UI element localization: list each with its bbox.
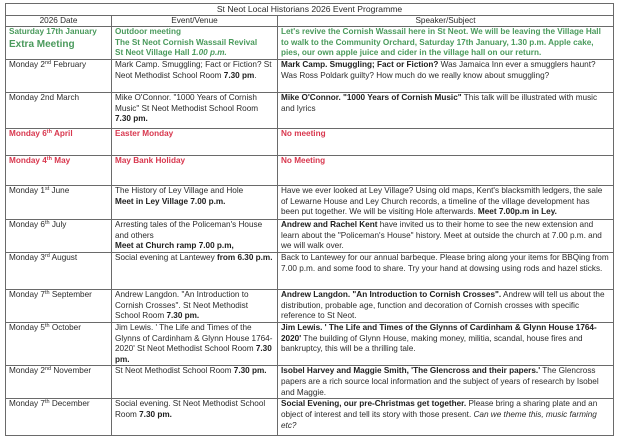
event-cell (112, 252, 278, 289)
table-row (6, 289, 614, 322)
table-title-row (6, 4, 614, 16)
speaker-text: Have we ever looked at Ley Village? Using old maps, Kent's blacksmith ledgers, the sale of Lewarne House and Ley Church records, a timeline of the village development has been put together. We will be visiting Hole afterwards. (281, 185, 603, 217)
speaker-title: Isobel Harvey and Maggie Smith, 'The Glencross and their papers.' (281, 366, 541, 376)
date-text: Monday 5 (9, 322, 45, 332)
speaker-title: Andrew Langdon. "An Introduction to Cornish Crosses". (281, 289, 502, 299)
table-row (6, 322, 614, 365)
date-suffix: th (46, 128, 52, 135)
date-cell: Monday 2nd March (6, 92, 112, 128)
date-month: June (49, 185, 70, 195)
date-month: May (51, 155, 71, 165)
date-suffix: nd (44, 59, 52, 66)
column-header-date: 2026 Date (6, 15, 112, 27)
date-month: November (51, 366, 92, 376)
date-text: Monday 3 (9, 252, 45, 262)
table-row (6, 399, 614, 436)
speaker-cell (278, 322, 614, 365)
speaker-cell (278, 27, 614, 60)
column-header-speaker: Speaker/Subject (278, 15, 614, 27)
event-time: 7.30 pm. (115, 114, 148, 124)
speaker-cell (278, 289, 614, 322)
event-cell (112, 322, 278, 365)
date-text: Monday 1 (9, 185, 45, 195)
table-row (6, 155, 614, 185)
table-row (6, 219, 614, 252)
date-cell (6, 185, 112, 219)
speaker-text: Please bring a sharing plate and an object of interest and tell its story with those present. (281, 399, 598, 419)
event-line: Outdoor meeting (115, 27, 181, 37)
date-cell (6, 155, 112, 185)
date-month: April (51, 128, 73, 138)
table-row (6, 59, 614, 92)
table-header-row (6, 15, 614, 27)
date-suffix: rd (44, 252, 50, 259)
table-row (6, 185, 614, 219)
date-month: July (49, 219, 67, 229)
date-month: October (49, 322, 81, 332)
event-cell: Easter Monday (112, 128, 278, 155)
event-text: Mark Camp. Smuggling; Fact or Fiction? St Neot Methodist School Room (115, 59, 272, 80)
date-cell (6, 219, 112, 252)
speaker-meeting-point: Meet 7.00p.m in Ley. (477, 207, 557, 217)
date-suffix: st (44, 185, 50, 192)
date-suffix: th (44, 289, 50, 296)
event-text: Jim Lewis. ' The Life and Times of the Glynns of Cardinham & Glynn House 1764-2020' St Neot Methodist School Room (115, 322, 273, 354)
event-cell (112, 92, 278, 128)
date-month: September (49, 289, 92, 299)
table-row (6, 366, 614, 399)
date-text: Monday 4 (9, 155, 47, 165)
event-line: The St Neot Cornish Wassail Revival (115, 37, 258, 47)
document-title: St Neot Local Historians 2026 Event Programme (6, 4, 614, 16)
speaker-title: Social Evening, our pre-Christmas get together. (281, 399, 467, 409)
event-text: Mike O'Connor. "1000 Years of Cornish Music" St Neot Methodist School Room (115, 92, 259, 113)
event-cell (112, 59, 278, 92)
event-tail: . (254, 70, 257, 80)
date-suffix: th (46, 155, 52, 162)
speaker-title: Andrew and Rachel Kent (281, 219, 378, 229)
date-cell (6, 128, 112, 155)
event-meeting-point: Meet in Ley Village 7.00 p.m. (115, 196, 226, 206)
speaker-text: Back to Lantewey for our annual barbeque. Please bring along your items for BBQing from 7.00 p.m. and some food to share. Try your hand at dowsing using rods and hazel sticks. (281, 252, 609, 273)
date-cell (6, 289, 112, 322)
date-text: Monday 6 (9, 128, 47, 138)
event-programme-table (5, 3, 614, 436)
speaker-title: Mike O'Connor. "1000 Years of Cornish Music" (281, 92, 462, 102)
event-cell (112, 289, 278, 322)
date-cell (6, 252, 112, 289)
event-cell (112, 219, 278, 252)
event-text: Social evening at Lantewey (115, 252, 217, 262)
speaker-cell (278, 185, 614, 219)
table-row (6, 128, 614, 155)
speaker-cell: No meeting (278, 128, 614, 155)
date-suffix: th (44, 322, 50, 329)
date-text: Monday 2 (9, 59, 45, 69)
speaker-cell (278, 399, 614, 436)
date-text: Saturday 17th January (9, 27, 97, 37)
date-month: December (49, 399, 90, 409)
event-text: The History of Ley Village and Hole (115, 185, 244, 195)
event-time: 7.30 pm (223, 70, 255, 80)
date-cell (6, 322, 112, 365)
event-cell (112, 185, 278, 219)
table-row (6, 252, 614, 289)
date-cell (6, 399, 112, 436)
speaker-text: have invited us to their home to see the new extension and learn about the "Policeman's House" history. Meet at outside the church at 7.00 p.m. and we will walk over. (281, 219, 602, 251)
event-text: Arresting tales of the Policeman's House and others (115, 219, 263, 240)
event-time: 7.30 pm. (166, 311, 200, 321)
event-text: Andrew Langdon. "An Introduction to Cornish Crosses". St Neot Methodist School Room (115, 289, 249, 321)
date-month: August (49, 252, 78, 262)
date-suffix: th (44, 399, 50, 406)
event-text: Social evening. St Neot Methodist School Room (115, 399, 266, 419)
event-line (115, 48, 274, 59)
date-suffix: th (44, 219, 50, 226)
date-month: February (51, 59, 87, 69)
speaker-text: Andrew will tell us about the distribution, probable age, function and decoration of Cornish crosses with specific reference to St Neot. (281, 289, 605, 321)
event-cell: May Bank Holiday (112, 155, 278, 185)
date-cell (6, 366, 112, 399)
speaker-cell (278, 219, 614, 252)
speaker-text: Let's revive the Cornish Wassail here in St Neot. We will be leaving the Village Hall to walk to the Community Orchard, Saturday 17th January, 1.30 p.m. Apple cake, pies, our own apple juice and cider in the village hall on our return. (281, 27, 601, 58)
speaker-cell (278, 59, 614, 92)
speaker-title: Mark Camp. Smuggling; Fact or Fiction? (281, 59, 439, 69)
event-meeting-point: Meet at Church ramp 7.00 p.m, (115, 241, 234, 251)
date-text: Monday 6 (9, 219, 45, 229)
date-text: Monday 2 (9, 366, 45, 376)
date-text: Monday 7 (9, 289, 45, 299)
event-cell (112, 366, 278, 399)
event-time: from 6.30 p.m. (216, 252, 273, 262)
speaker-cell (278, 92, 614, 128)
date-cell (6, 27, 112, 60)
speaker-title: Jim Lewis. ' The Life and Times of the Glynns of Cardinham & Glynn House 1764-2020' (281, 322, 597, 343)
event-time: 7.30 pm. (233, 366, 267, 376)
event-time: 7.30 pm. (139, 409, 172, 419)
speaker-cell (278, 366, 614, 399)
date-cell (6, 59, 112, 92)
event-time: 7.30 pm. (115, 344, 272, 364)
venue-text: St Neot Village Hall (115, 48, 192, 58)
speaker-note: Can we theme this, music farming etc? (281, 409, 597, 430)
table-row (6, 92, 614, 128)
speaker-cell (278, 252, 614, 289)
speaker-text: The building of Glynn House, making money, militia, scandal, house fires and bankruptcy, this will be a thrilling tale. (281, 333, 583, 354)
speaker-text: The Glencross papers are a rich source local information and the subject of years of research by Isobel and Maggie. (281, 366, 599, 397)
table-row (6, 27, 614, 60)
speaker-cell: No Meeting (278, 155, 614, 185)
event-time: 1.00 p.m. (191, 48, 227, 58)
extra-meeting-label: Extra Meeting (9, 38, 75, 50)
speaker-text: Was Jamaica Inn ever a smugglers haunt? Was Ross Poldark guilty? How much do we really know about smuggling? (281, 59, 596, 80)
date-suffix: nd (44, 366, 52, 373)
speaker-text: This talk will be illustrated with music and lyrics (281, 92, 598, 113)
event-cell (112, 27, 278, 60)
event-cell (112, 399, 278, 436)
event-text: St Neot Methodist School Room (115, 366, 234, 376)
date-text: Monday 7 (9, 399, 45, 409)
column-header-event: Event/Venue (112, 15, 278, 27)
